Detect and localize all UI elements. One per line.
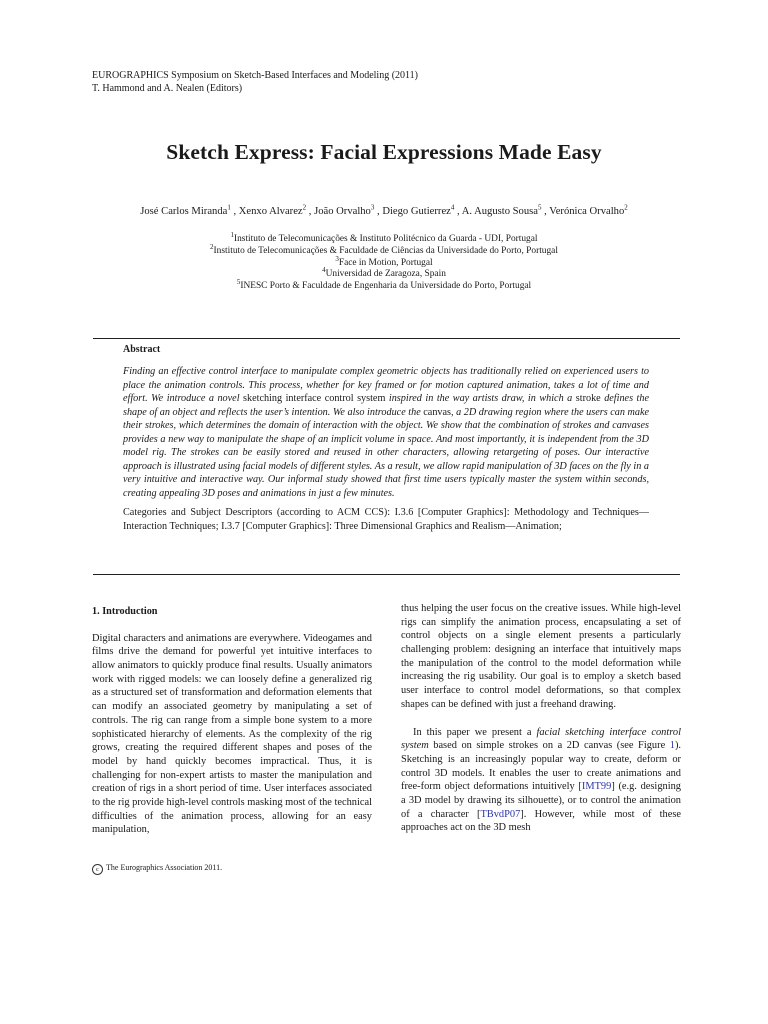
- abstract-emphasis: sketching interface control system: [243, 393, 386, 405]
- header-editors: T. Hammond and A. Nealen (Editors): [92, 82, 243, 94]
- emphasis-text: facial sketching interface control system: [401, 726, 681, 752]
- abstract-text: [123, 365, 649, 500]
- copyright-footer: [92, 863, 222, 875]
- abstract-fragment: , a 2D drawing region where the users can make their strokes, which determines the domain of interaction with the object. We show that the combination of strokes and canvases provides a new way to manipulate the shape of an implicit volume in space. And most importantly, it is independent from the 3D model rig. The strokes can be easily stored and reused in other characters, allowing retargeting of poses. Our interactive approach is illustrated using facial models of different styles. As a result, we allow rapid manipulation of 3D faces on the fly in a very intuitive and interactive way. Our informal study showed that first time users typically master the system within seconds, creating appealing 3D poses and animations in just a few minutes.: [123, 406, 649, 499]
- paper-title: Sketch Express: Facial Expressions Made Easy: [166, 140, 602, 164]
- citation-link[interactable]: IMT99: [581, 781, 612, 793]
- paragraph: Digital characters and animations are everywhere. Videogames and films drive the demand for powerful yet intuitive interfaces to allow animators to quickly produce final results. Usually animators work with rigged models: we can loosely define a generalized rig as a structured set of transformation and deformation elements that can modify an associated geometry by manipulating a set of controls. The rig can range from a simple bone system to a more sophisticated hierarchy of elements. As the complexity of the rig grows, creating the required different shapes and poses of the model by hand quickly becomes impractical. Thus, it is challenging for non-expert artists to master the manipulation and creation of rigs in a short period of time. User interfaces associated to the rig provide high-level controls masking most of the technical difficulties of the animation process, allowing for an easy manipulation,: [92, 632, 372, 836]
- author-name: José Carlos Miranda: [140, 206, 228, 217]
- abstract-heading: Abstract: [123, 344, 161, 355]
- figure-reference-link[interactable]: 1: [669, 740, 675, 752]
- abstract-bottom-rule: [93, 574, 680, 575]
- affiliation-line: [0, 254, 768, 270]
- affiliation-text: INESC Porto & Faculdade de Engenharia da Universidade do Porto, Portugal: [240, 281, 532, 292]
- left-column: [92, 602, 372, 837]
- acm-categories: Categories and Subject Descriptors (according to ACM CCS): I.3.6 [Computer Graphics]: Methodology and Techniques—Interaction Techniques; I.3.7 [Computer Graphics]: Three Dimensional Graphics and Realism—Animation;: [123, 507, 649, 533]
- affiliation-text: Universidad de Zaragoza, Spain: [325, 269, 446, 280]
- affiliation-line: [0, 266, 768, 281]
- running-header: [92, 70, 418, 95]
- author-name: Verónica Orvalho: [549, 206, 625, 217]
- affiliation-line: [0, 230, 768, 246]
- abstract-fragment: inspired in the way artists draw, in which a: [385, 393, 576, 405]
- text-fragment: ). Sketching is an increasingly popular way to create, deform or control 3D models. It enables the user to create animations and free-form object deformations intuitively [: [401, 740, 681, 793]
- paragraph: thus helping the user focus on the creative issues. While high-level rigs can simplify the animation process, encapsulating a set of control objects on a single element presents a particularly challenging problem: designing an interface that intuitively maps the manipulation of the control to the model deformation while increasing the rig usability. Our goal is to employ a sketch based user interface to control model deformations, so that complex shapes can be defined with just a freehand drawing.: [401, 603, 681, 710]
- abstract-fragment: Finding an effective control interface to manipulate complex geometric objects has traditionally relied on experienced users to place the animation controls. This process, whether for key framed or for motion captured animation, takes a lot of time and effort. We introduce a novel: [123, 366, 649, 405]
- affiliation-text: Instituto de Telecomunicações & Faculdade de Ciências da Universidade do Porto, Portugal: [213, 245, 558, 256]
- abstract-top-rule: [93, 338, 680, 339]
- affiliation-text: Instituto de Telecomunicações & Instituto Politécnico da Guarda - UDI, Portugal: [233, 234, 538, 244]
- abstract-fragment: defines the shape of an object and reflects the user’s intention. We also introduce the: [123, 393, 649, 418]
- affiliation-line: [0, 278, 768, 293]
- citation-link[interactable]: TBvdP07: [480, 808, 521, 820]
- author-affiliation-mark: 3: [370, 203, 375, 212]
- affiliation-number: 5: [236, 278, 241, 287]
- author-affiliation-mark: 2: [302, 203, 307, 212]
- right-column: [401, 602, 681, 835]
- section-heading: 1. Introduction: [92, 606, 158, 617]
- header-venue: EUROGRAPHICS Symposium on Sketch-Based Interfaces and Modeling (2011): [92, 70, 418, 81]
- text-fragment: ] (e.g. designing a 3D model by drawing its silhouette), or to control the animation of a character [: [401, 781, 681, 820]
- affiliation-number: 4: [322, 266, 326, 275]
- affiliation-number: 3: [335, 254, 339, 263]
- author-name: Xenxo Alvarez: [238, 206, 303, 217]
- copyright-text: The Eurographics Association 2011.: [106, 863, 223, 872]
- author-affiliation-mark: 2: [624, 203, 628, 212]
- text-fragment: based on simple strokes on a 2D canvas (see Figure: [428, 740, 670, 752]
- affiliation-list: [0, 230, 768, 293]
- paragraph-gap: [401, 712, 681, 726]
- affiliation-number: 2: [210, 242, 214, 251]
- text-fragment: In this paper we present a: [413, 726, 537, 738]
- author-affiliation-mark: 4: [450, 203, 455, 212]
- copyright-icon: c: [92, 864, 103, 875]
- author-list: José Carlos Miranda$^1$ , Xenxo Alvarez$^2$ , João Orvalho$^3$ , Diego Gutierrez$^4$ , A. Augusto Sousa$^5$ , Verónica Orvalho$^2$: [140, 203, 628, 217]
- abstract-emphasis: stroke: [575, 393, 601, 405]
- paragraph: [401, 726, 681, 836]
- author-name: João Orvalho: [314, 206, 371, 217]
- affiliation-line: [0, 242, 768, 258]
- author-affiliation-mark: 1: [227, 203, 231, 212]
- abstract-block: [123, 344, 649, 534]
- affiliation-number: 1: [230, 230, 234, 239]
- affiliation-text: Face in Motion, Portugal: [338, 257, 433, 268]
- abstract-emphasis: canvas: [423, 406, 451, 418]
- author-affiliation-mark: 5: [537, 203, 542, 212]
- author-name: A. Augusto Sousa: [461, 206, 538, 217]
- text-fragment: ]. However, while most of these approaches act on the 3D mesh: [401, 808, 681, 834]
- author-name: Diego Gutierrez: [382, 206, 451, 217]
